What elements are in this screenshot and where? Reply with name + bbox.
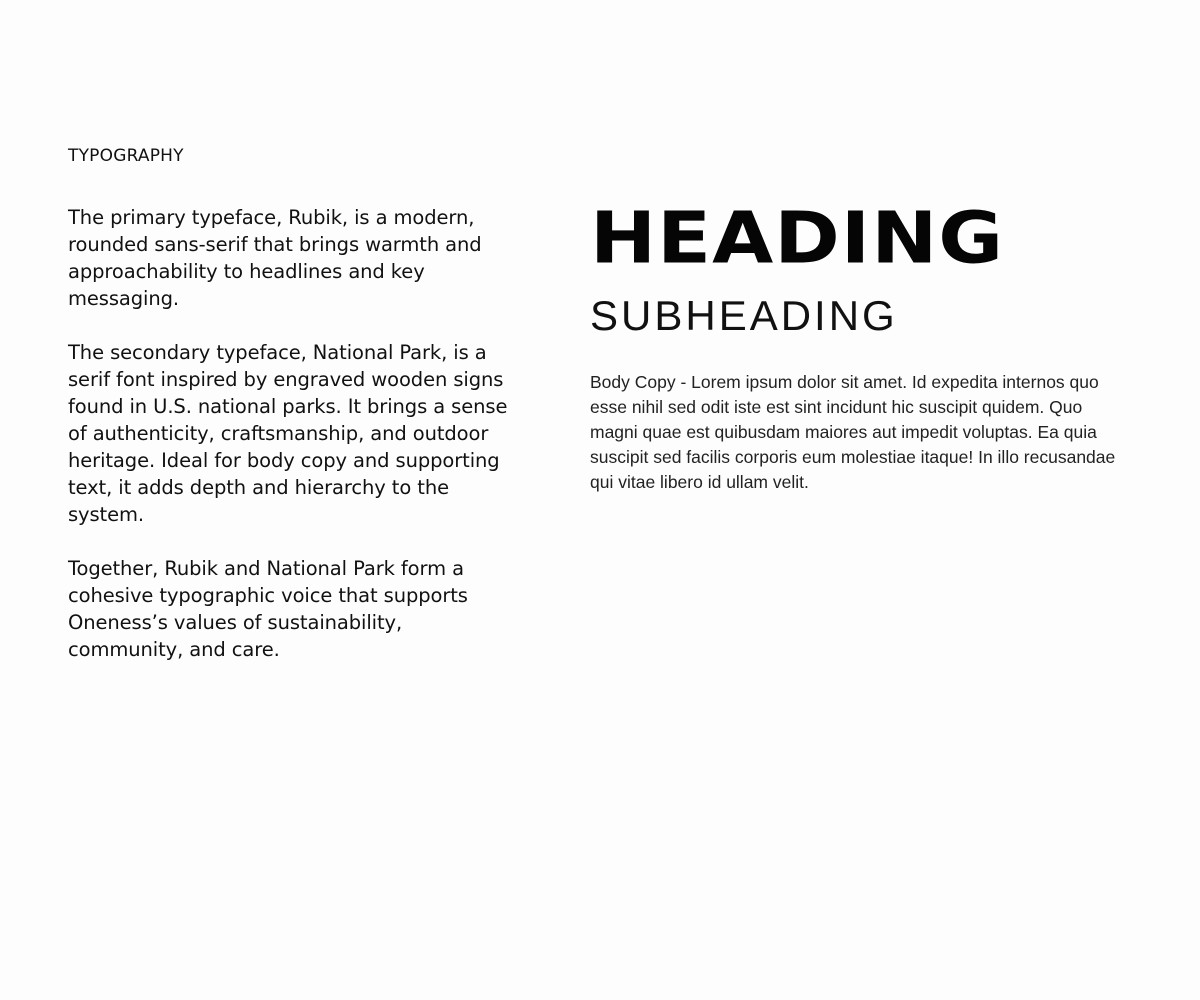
description-paragraph-secondary: The secondary typeface, National Park, is a serif font inspired by engraved wooden signs found in U.S. national parks. It brings a sense of authenticity, craftsmanship, and outdoor heritage. Ideal for body copy and supporting text, it adds depth and hierarchy to the system. [68,341,508,526]
specimen-body-copy: Body Copy - Lorem ipsum dolor sit amet. Id expedita internos quo esse nihil sed odit iste est sint incidunt hic suscipit quidem. Quo magni quae est quibusdam maiores aut impedit voluptas. Ea quia suscipit sed facilis corporis eum molestiae itaque! In illo recusandae qui vitae libero id ullam velit. [590,372,1116,492]
section-title: TYPOGRAPHY [68,146,184,166]
specimen-heading: HEADING [590,196,1005,280]
description-paragraph-primary: The primary typeface, Rubik, is a modern, rounded sans-serif that brings warmth and approachability to headlines and key messaging. [68,206,482,310]
description-paragraph-together: Together, Rubik and National Park form a cohesive typographic voice that supports Oneness’s values of sustainability, community, and care. [68,557,468,661]
typography-description [68,204,508,690]
type-specimen [590,190,1130,495]
specimen-subheading: SUBHEADING [590,292,898,339]
